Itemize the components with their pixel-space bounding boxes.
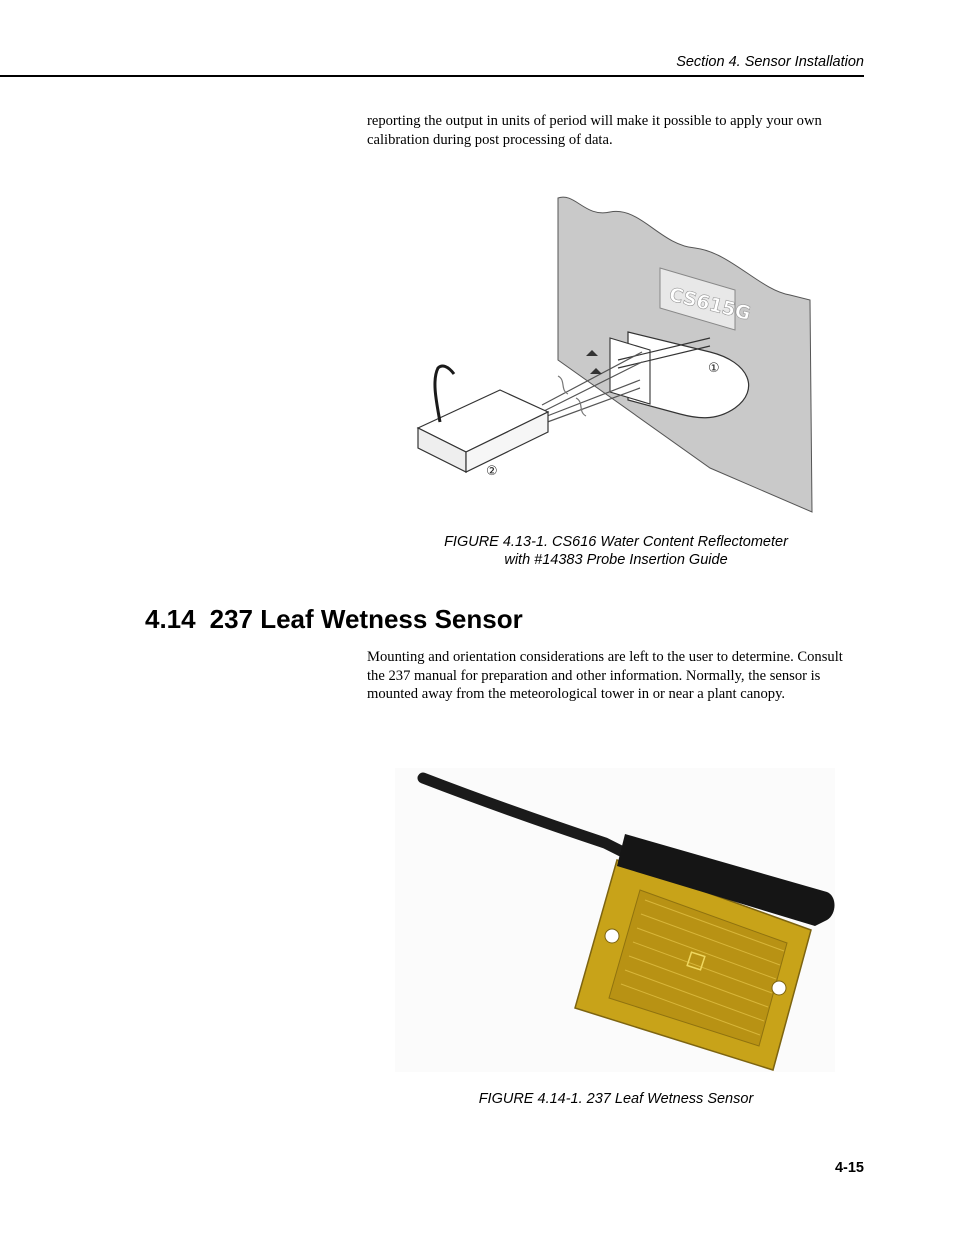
section-title: 237 Leaf Wetness Sensor bbox=[209, 604, 523, 634]
header-rule bbox=[0, 75, 864, 77]
figure1-caption-line2: with #14383 Probe Insertion Guide bbox=[504, 552, 728, 568]
running-header: Section 4. Sensor Installation bbox=[676, 54, 864, 70]
figure1-caption bbox=[400, 533, 832, 569]
figure1-caption-line1: FIGURE 4.13-1. CS616 Water Content Reflectometer bbox=[444, 534, 788, 550]
callout-1: ① bbox=[708, 361, 720, 376]
figure2-caption: FIGURE 4.14-1. 237 Leaf Wetness Sensor bbox=[478, 1091, 754, 1107]
figure-cs616-illustration bbox=[410, 190, 820, 520]
section-heading bbox=[145, 604, 523, 635]
insertion-guide-plate bbox=[610, 338, 650, 404]
mounting-hole-left bbox=[605, 929, 619, 943]
intro-paragraph: reporting the output in units of period will make it possible to apply your own calibration during post processing of data. bbox=[367, 113, 822, 148]
section-paragraph: Mounting and orientation considerations are left to the user to determine. Consult the 237 manual for preparation and other information. Normally, the sensor is mounted away from the meteorological tower in or near a plant canopy. bbox=[367, 649, 843, 702]
callout-2: ② bbox=[486, 464, 498, 479]
figure-leaf-wetness-photo bbox=[395, 768, 835, 1072]
probe-label-text: CS615G bbox=[666, 283, 753, 325]
section-number: 4.14 bbox=[145, 604, 196, 634]
mounting-hole-right bbox=[772, 981, 786, 995]
page-number: 4-15 bbox=[834, 1160, 864, 1176]
